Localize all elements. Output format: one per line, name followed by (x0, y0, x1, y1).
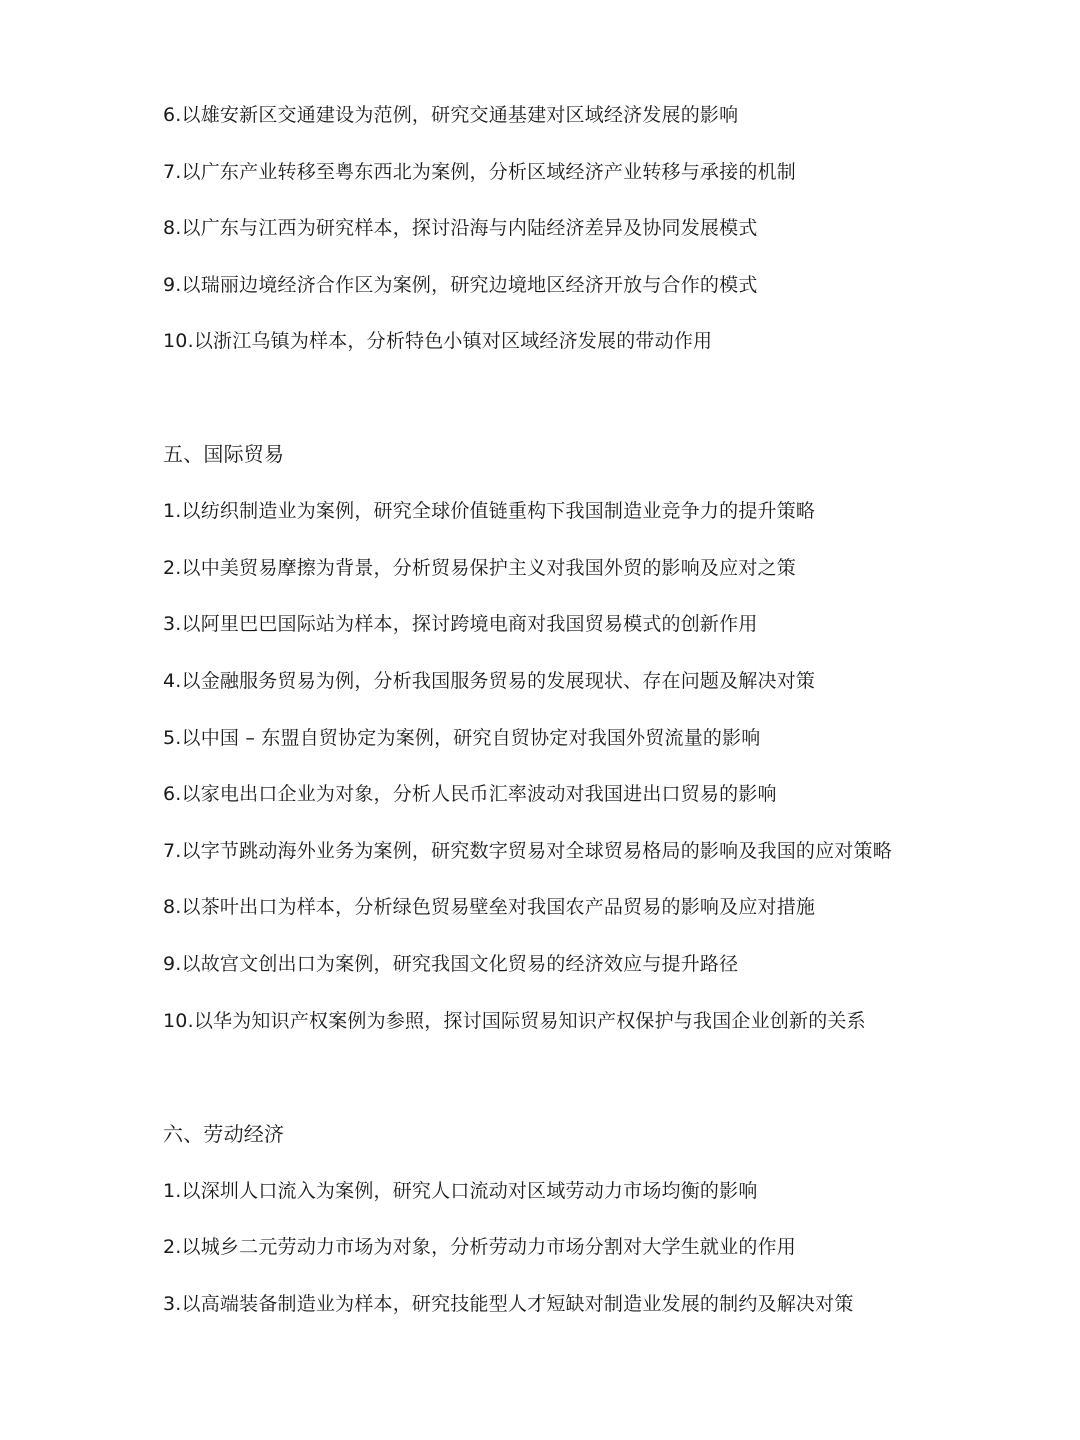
list-item: 1.以深圳人口流入为案例，研究人口流动对区域劳动力市场均衡的影响 (163, 1180, 758, 1202)
list-item: 7.以广东产业转移至粤东西北为案例，分析区域经济产业转移与承接的机制 (163, 161, 796, 183)
list-item: 8.以广东与江西为研究样本，探讨沿海与内陆经济差异及协同发展模式 (163, 217, 758, 239)
list-item: 5.以中国 – 东盟自贸协定为案例，研究自贸协定对我国外贸流量的影响 (163, 727, 761, 749)
list-item: 6.以家电出口企业为对象，分析人民币汇率波动对我国进出口贸易的影响 (163, 783, 777, 805)
list-item: 2.以城乡二元劳动力市场为对象，分析劳动力市场分割对大学生就业的作用 (163, 1236, 796, 1258)
list-item: 7.以字节跳动海外业务为案例，研究数字贸易对全球贸易格局的影响及我国的应对策略 (163, 840, 892, 862)
list-item: 2.以中美贸易摩擦为背景，分析贸易保护主义对我国外贸的影响及应对之策 (163, 557, 796, 579)
list-item: 6.以雄安新区交通建设为范例，研究交通基建对区域经济发展的影响 (163, 104, 739, 126)
list-item: 10.以浙江乌镇为样本，分析特色小镇对区域经济发展的带动作用 (163, 330, 713, 352)
section-heading-labor-economics: 六、劳动经济 (163, 1122, 285, 1146)
list-item: 4.以金融服务贸易为例，分析我国服务贸易的发展现状、存在问题及解决对策 (163, 670, 816, 692)
list-item: 8.以茶叶出口为样本，分析绿色贸易壁垒对我国农产品贸易的影响及应对措施 (163, 896, 816, 918)
list-item: 9.以瑞丽边境经济合作区为案例，研究边境地区经济开放与合作的模式 (163, 274, 758, 296)
list-item: 3.以高端装备制造业为样本，研究技能型人才短缺对制造业发展的制约及解决对策 (163, 1293, 854, 1315)
list-item: 1.以纺织制造业为案例，研究全球价值链重构下我国制造业竞争力的提升策略 (163, 500, 816, 522)
list-item: 10.以华为知识产权案例为参照，探讨国际贸易知识产权保护与我国企业创新的关系 (163, 1010, 866, 1032)
section-heading-international-trade: 五、国际贸易 (163, 442, 285, 466)
list-item: 3.以阿里巴巴国际站为样本，探讨跨境电商对我国贸易模式的创新作用 (163, 613, 758, 635)
list-item: 9.以故宫文创出口为案例，研究我国文化贸易的经济效应与提升路径 (163, 953, 739, 975)
